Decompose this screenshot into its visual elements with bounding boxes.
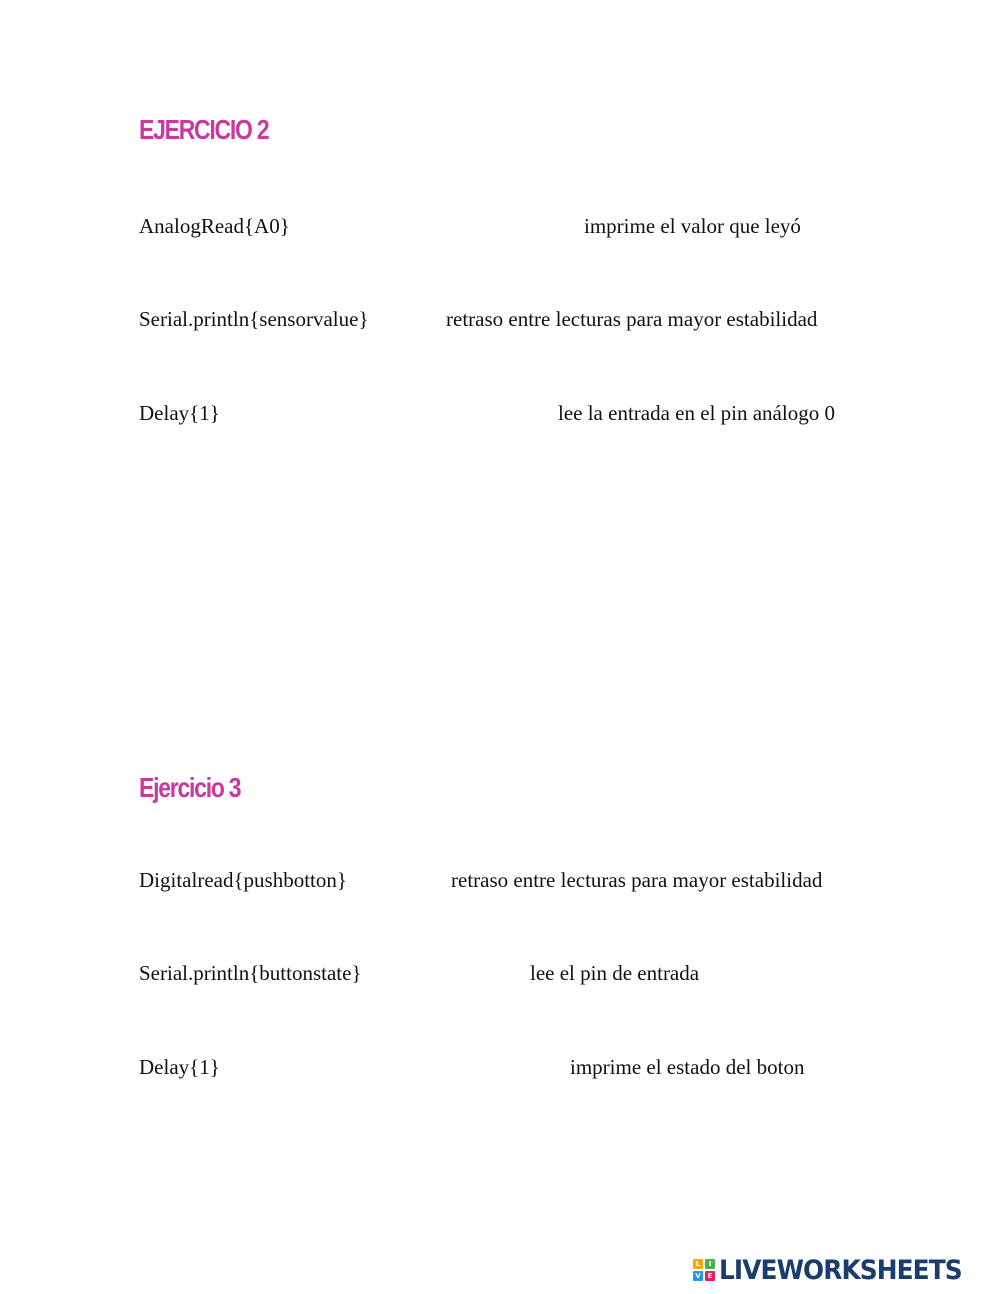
- logo-letter-v: V: [693, 1271, 703, 1281]
- exercise-2-title: EJERCICIO 2: [139, 114, 269, 145]
- exercise-3-description-3[interactable]: imprime el estado del boton: [570, 1055, 805, 1079]
- exercise-3-description-2[interactable]: lee el pin de entrada: [530, 961, 700, 985]
- exercise-2-description-2[interactable]: retraso entre lecturas para mayor estabilidad: [446, 307, 818, 331]
- exercise-2-code-2: Serial.println{sensorvalue}: [139, 307, 369, 331]
- exercise-2-description-3[interactable]: lee la entrada en el pin análogo 0: [558, 401, 835, 425]
- liveworksheets-brand: [693, 1256, 983, 1284]
- logo-letter-i: I: [705, 1259, 715, 1269]
- logo-letter-l: L: [693, 1259, 703, 1269]
- exercise-2-code-1: AnalogRead{A0}: [139, 214, 290, 238]
- exercise-3-code-3: Delay{1}: [139, 1055, 220, 1079]
- exercise-3-code-2: Serial.println{buttonstate}: [139, 961, 362, 985]
- exercise-3-code-1: Digitalread{pushbotton}: [139, 868, 347, 892]
- exercise-3-title: Ejercicio 3: [139, 772, 241, 803]
- exercise-2-description-1[interactable]: imprime el valor que leyó: [584, 214, 801, 238]
- exercise-2-code-3: Delay{1}: [139, 401, 220, 425]
- logo-letter-e: E: [705, 1271, 715, 1281]
- exercise-3-description-1[interactable]: retraso entre lecturas para mayor estabilidad: [451, 868, 823, 892]
- liveworksheets-logo-icon: [693, 1259, 715, 1281]
- liveworksheets-wordmark: LIVEWORKSHEETS: [719, 1254, 962, 1286]
